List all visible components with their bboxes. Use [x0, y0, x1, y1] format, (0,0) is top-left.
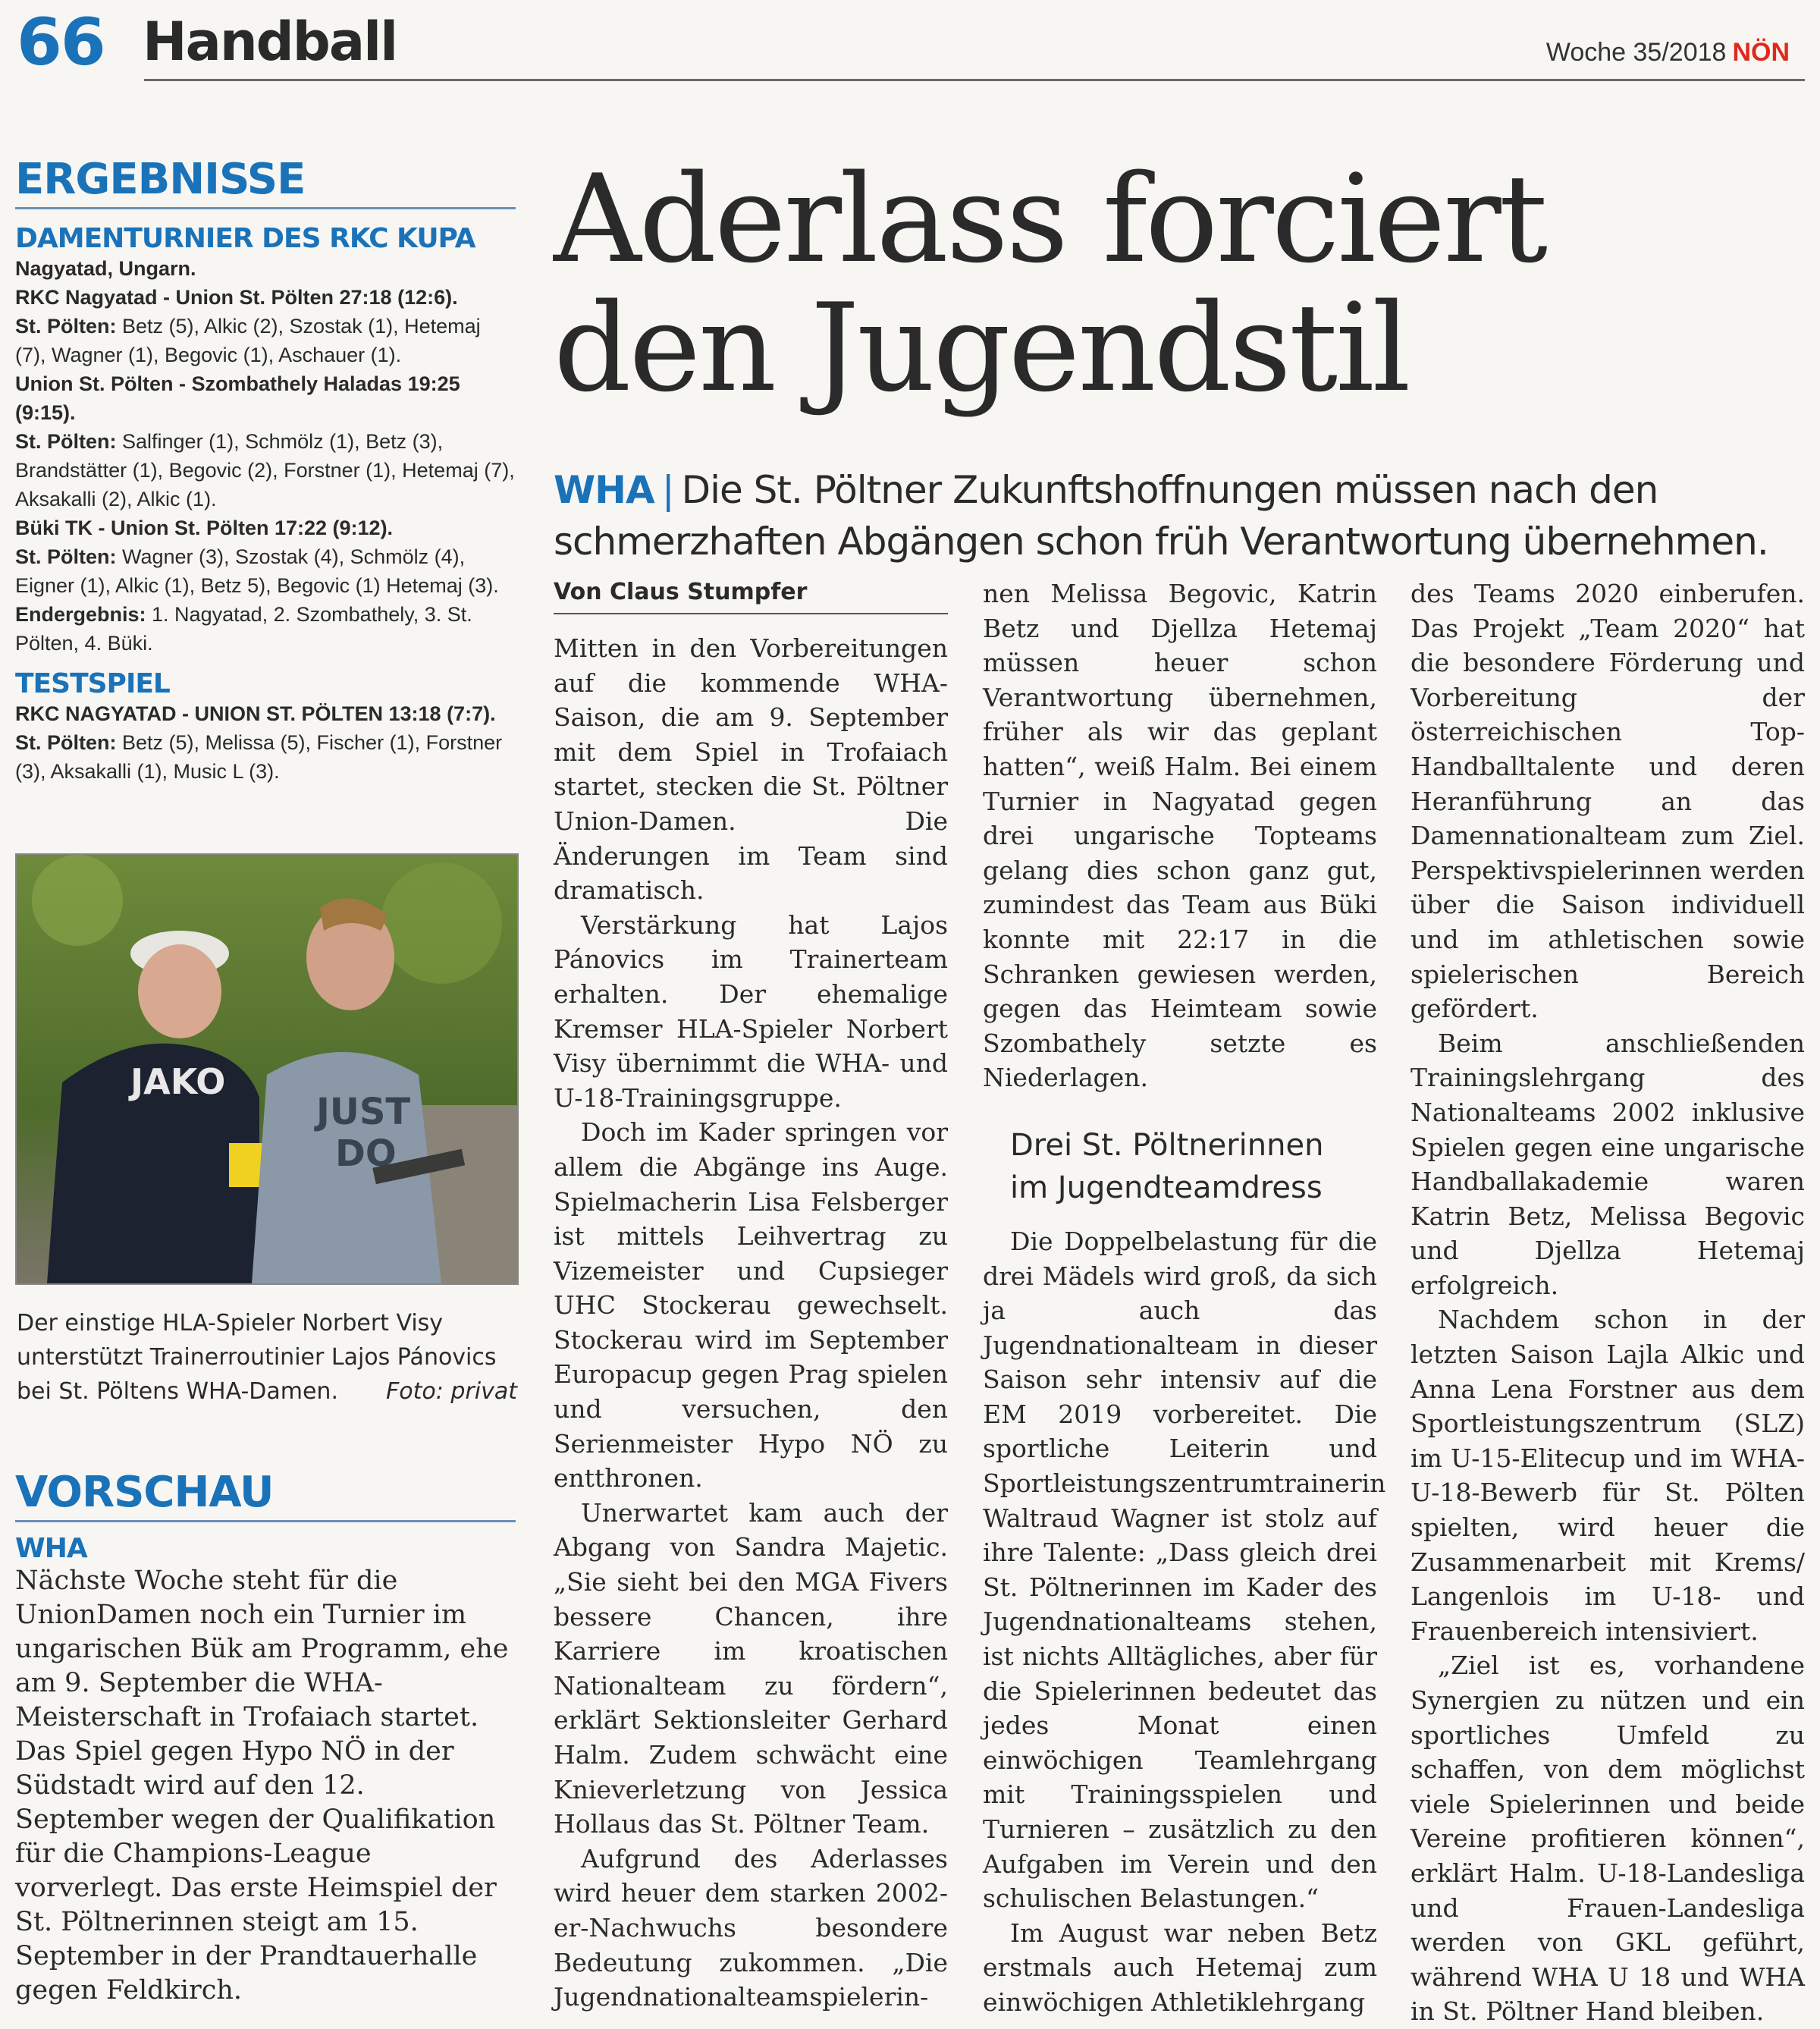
- headline-line-1: Aderlass forciert: [554, 148, 1546, 290]
- article-column-2: [983, 576, 1386, 2020]
- paragraph: Aufgrund des Aderlasses wird heuer dem starken 2002-er-Nachwuchs besondere Bedeutung zukommen. „Die Jugendnationalteamspielerin-: [554, 1843, 948, 2012]
- result-line: RKC Nagyatad - Union St. Pölten 27:18 (12:6).: [15, 286, 458, 309]
- paragraph: Verstärkung hat Lajos Pánovics im Trainerteam erhalten. Der ehemalige Kremser HLA-Spieler Norbert Visy übernimmt die WHA- und U-18-Trainingsgruppe.: [554, 909, 948, 1113]
- paragraph: Beim anschließenden Trainingslehrgang des Nationalteams 2002 inklusive Spielen gegen eine ungarische Handballakademie waren Katrin Betz, Melissa Begovic und Djellza Hetemaj erfolgreich.: [1410, 1028, 1805, 1300]
- cap-print: JAKO: [130, 1061, 226, 1102]
- kicker-text: Die St. Pöltner Zukunftshoffnungen müssen nach den schmerzhaften Abgängen schon früh Verantwortung übernehmen.: [554, 468, 1768, 564]
- article-photo: [15, 853, 519, 1285]
- preview-title: VORSCHAU: [15, 1468, 516, 1522]
- preview-box: [15, 1468, 516, 2008]
- paragraph: des Teams 2020 einberufen. Das Projekt „Team 2020“ hat die besondere Förderung und Vorbereitung der österreichischen Top-Handballtalente und deren Heranführung an das Damennationalteam zum Ziel. Perspektivspielerinnen werden über die Saison individuell und im athletischen sowie spielerischen Bereich gefördert.: [1410, 579, 1805, 1024]
- paragraph: Unerwartet kam auch der Abgang von Sandra Majetic. „Sie sieht bei den MGA Fivers bessere Chancen, ihre Karriere im kroatischen Nationalteam zu fördern“, erklärt Sektionsleiter Gerhard Halm. Zudem schwächt eine Knieverletzung von Jessica Hollaus das St. Pöltner Team.: [554, 1497, 948, 1839]
- paragraph: „Ziel ist es, vorhandene Synergien zu nützen und ein sportliches Umfeld zu schaffen, von dem möglichst viele Spielerinnen und beide Vereine profitieren können“, erklärt Halm. U-18-Landesliga und Frauen-Landesliga werden von GKL geführt, während WHA U 18 und WHA in St. Pöltner Hand bleiben.: [1410, 1651, 1805, 2027]
- preview-text: Nächste Woche steht für die UnionDamen noch ein Turnier im ungarischen Bük am Programm, ehe am 9. September die WHA-Meisterschaft in Trofaiach startet. Das Spiel gegen Hypo NÖ in der Südstadt wird auf den 12. September wegen der Qualifikation für die Champions-League vorverlegt. Das erste Heimspiel der St. Pöltnerinnen steigt am 15. September in der Prandtauerhalle gegen Feldkirch.: [15, 1566, 509, 2005]
- byline: Von Claus Stumpfer: [554, 576, 948, 614]
- kicker-separator: |: [661, 468, 674, 512]
- article-column-1: [554, 576, 948, 2015]
- header-rule: [144, 79, 1805, 81]
- photo-caption-text: Der einstige HLA-Spieler Norbert Visy unterstützt Trainerroutinier Lajos Pánovics bei St. Pöltens WHA-Damen.: [17, 1310, 497, 1405]
- article-column-3: [1410, 576, 1805, 2029]
- headline-line-2: den Jugendstil: [554, 277, 1409, 419]
- test-line: RKC NAGYATAD - UNION ST. PÖLTEN 13:18 (7:7).: [15, 702, 496, 725]
- shirt-print-1: JUST: [316, 1091, 411, 1133]
- paragraph: Mitten in den Vorbereitungen auf die kommende WHA-Saison, die am 9. September mit dem Spiel in Trofaiach startet, stecken die St. Pöltner Union-Damen. Die Änderungen im Team sind dramatisch.: [554, 633, 948, 906]
- paragraph: Doch im Kader springen vor allem die Abgänge ins Auge. Spielmacherin Lisa Felsberger ist mittels Leihvertrag zu Vizemeister und Cupsieger UHC Stockerau gewechselt. Stockerau wird im September Europacup gegen Prag spielen und versuchen, den Serienmeister Hypo NÖ zu entthronen.: [554, 1117, 948, 1493]
- result-line: Union St. Pölten - Szombathely Haladas 19:25 (9:15).: [15, 372, 460, 424]
- tournament-title: DAMENTURNIER DES RKC KUPA: [15, 223, 475, 254]
- test-line: St. Pölten: Betz (5), Melissa (5), Fischer (1), Forstner (3), Aksakalli (1), Music L (3).: [15, 731, 503, 783]
- result-line: Büki TK - Union St. Pölten 17:22 (9:12).: [15, 517, 394, 539]
- issue-week: Woche 35/2018: [1545, 38, 1727, 67]
- photo-illustration: [17, 855, 517, 1283]
- issue-info: [1546, 38, 1790, 68]
- photo-credit: Foto: privat: [386, 1378, 517, 1405]
- section-name: Handball: [143, 11, 397, 73]
- subheading-line-1: Drei St. Pöltnerinnen: [1010, 1127, 1324, 1163]
- subheading-line-2: im Jugendteamdress: [1010, 1170, 1323, 1205]
- results-title: ERGEBNISSE: [15, 155, 516, 209]
- brand-logo: NÖN: [1732, 38, 1790, 67]
- paragraph: Die Doppelbelastung für die drei Mädels wird groß, da sich ja auch das Jugendnationalteam in dieser Saison sehr intensiv auf die EM 2019 vorbereitet. Die sportliche Leiterin und Sportleistungszentrumtrainerin Waltraud Wagner ist stolz auf ihre Talente: „Dass gleich drei St. Pöltnerinnen im Kader des Jugendnationalteams stehen, ist nichts Alltägliches, aber für die Spielerinnen bedeutet das jedes Monat einen einwöchigen Teamlehrgang mit Trainingsspielen und Turnieren – zusätzlich zu den Aufgaben im Verein und den schulischen Belastungen.“: [983, 1226, 1386, 1914]
- result-line: Endergebnis: 1. Nagyatad, 2. Szombathely, 3. St. Pölten, 4. Büki.: [15, 603, 472, 655]
- subheading: [983, 1124, 1377, 1209]
- paragraph: Nachdem schon in der letzten Saison Lajla Alkic und Anna Lena Forstner aus dem Sportleistungszentrum (SLZ) im U-15-Elitecup und im WHA-U-18-Bewerb für St. Pölten spielten, wird heuer die Zusammenarbeit mit Krems/ Langenlois im U-18- und Frauenbereich intensiviert.: [1410, 1305, 1805, 1646]
- headline: [554, 148, 1805, 419]
- result-line: St. Pölten: Salfinger (1), Schmölz (1), Betz (3), Brandstätter (1), Begovic (2), Forstner (1), Hetemaj (7), Aksakalli (2), Alkic (1).: [15, 430, 515, 510]
- results-box: [15, 155, 516, 786]
- tournament-location: Nagyatad, Ungarn.: [15, 257, 196, 280]
- photo-caption: [17, 1306, 517, 1409]
- paragraph: Im August war neben Betz erstmals auch Hetemaj zum einwöchigen Athletiklehrgang: [983, 1917, 1377, 2017]
- page-number: 66: [17, 5, 105, 80]
- shirt-print-2: DO: [335, 1132, 397, 1175]
- result-lines: [15, 283, 516, 658]
- preview-subtitle: WHA: [15, 1533, 87, 1564]
- paragraph: nen Melissa Begovic, Katrin Betz und Djellza Hetemaj müssen heuer schon Verantwortung übernehmen, früher als wir das geplant hatten“, weiß Halm. Bei einem Turnier in Nagyatad gegen drei ungarische Topteams gelang dies schon ganz gut, zumindest das Team aus Büki konnte mit 22:17 in die Schranken gewiesen werden, gegen das Heimteam sowie Szombathely setzte es Niederlagen.: [983, 579, 1377, 1093]
- result-line: St. Pölten: Wagner (3), Szostak (4), Schmölz (4), Eigner (1), Alkic (1), Betz 5), Begovic (1) Hetemaj (3).: [15, 545, 499, 597]
- testspiel-title: TESTSPIEL: [15, 668, 170, 699]
- result-line: St. Pölten: Betz (5), Alkic (2), Szostak (1), Hetemaj (7), Wagner (1), Begovic (1), Aschauer (1).: [15, 315, 481, 366]
- kicker-tag: WHA: [554, 468, 654, 512]
- kicker: [554, 464, 1812, 567]
